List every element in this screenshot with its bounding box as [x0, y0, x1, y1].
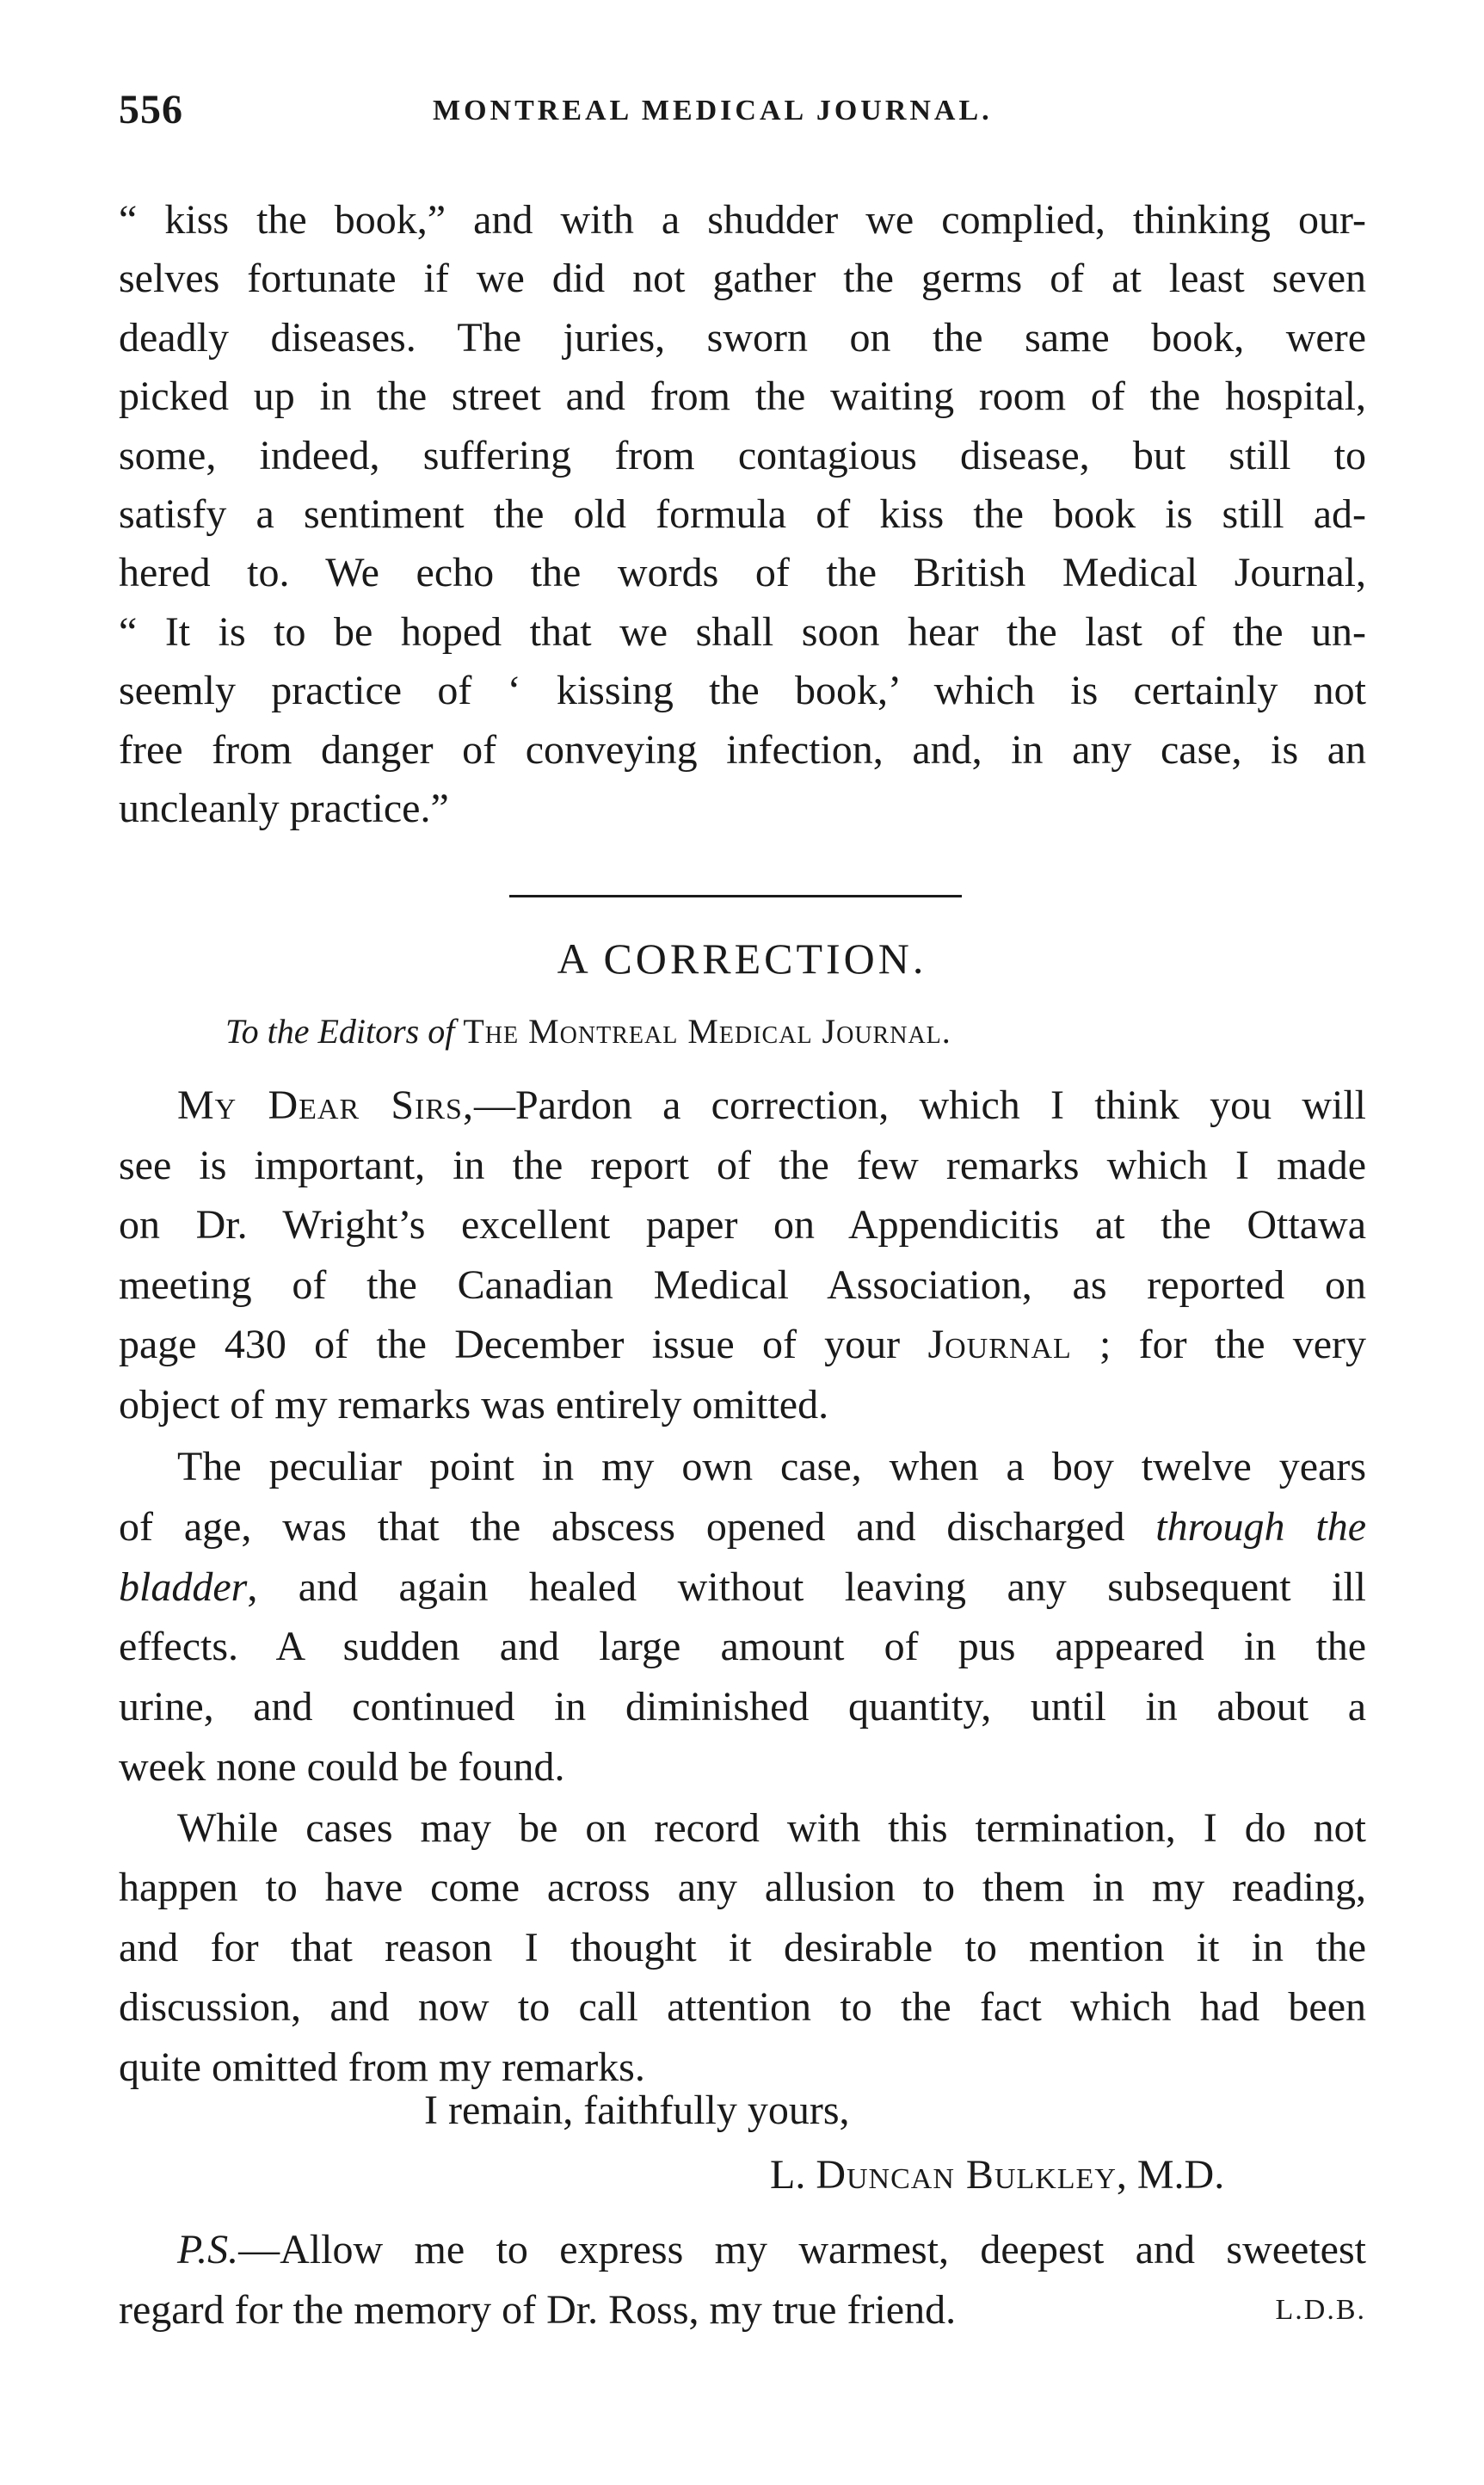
signature — [770, 2151, 1224, 2198]
letter-paragraph-3 — [119, 1798, 1366, 2097]
signature-degree: , M.D. — [1116, 2152, 1225, 2198]
text-line — [119, 1076, 1366, 1136]
salutation-journal: The Montreal Medical Journal. — [463, 1012, 951, 1051]
letter-opening: My Dear Sirs, — [177, 1082, 474, 1128]
postscript-label: P.S. — [177, 2227, 239, 2272]
text-line — [119, 2280, 1366, 2340]
text-fragment: regard for the memory of Dr. Ross, my true friend. — [119, 2286, 957, 2333]
postscript-initials: L.D.B. — [1275, 2293, 1366, 2326]
text-line: some, indeed, suffering from contagious disease, but still to — [119, 432, 1366, 478]
text-line: meeting of the Canadian Medical Association, as reported on — [119, 1261, 1366, 1308]
continuation-paragraph — [119, 191, 1366, 838]
text-line: object of my remarks was entirely omitted. — [119, 1381, 829, 1427]
text-line: hered to. We echo the words of the British Medical Journal, — [119, 550, 1366, 596]
section-heading: A CORRECTION. — [557, 934, 927, 983]
text-line: quite omitted from my remarks. — [119, 2044, 645, 2090]
text-line: see is important, in the report of the few remarks which I made — [119, 1142, 1366, 1188]
text-line: discussion, and now to call attention to the fact which had been — [119, 1984, 1366, 2031]
salutation-line — [225, 1011, 951, 1051]
text-line: uncleanly practice.” — [119, 785, 449, 831]
text-fragment: —Allow me to express my warmest, deepest and sweetest — [238, 2227, 1366, 2272]
text-line: week none could be found. — [119, 1743, 565, 1790]
text-line — [119, 1315, 1366, 1375]
text-line — [119, 2220, 1366, 2280]
running-head: MONTREAL MEDICAL JOURNAL. — [433, 95, 993, 126]
page-header — [119, 86, 1366, 138]
italic-fragment: through the — [1155, 1503, 1367, 1550]
text-line: urine, and continued in diminished quantity, until in about a — [119, 1684, 1366, 1730]
text-fragment: —Pardon a correction, which I think you will — [473, 1082, 1366, 1128]
letter-paragraph-1 — [119, 1076, 1366, 1435]
text-line — [119, 1557, 1366, 1618]
text-fragment: page 430 of the December issue of your — [119, 1322, 901, 1368]
signature-initial: L. — [770, 2152, 806, 2198]
text-fragment: ; for the very — [1099, 1322, 1367, 1368]
journal-name: Journal — [927, 1322, 1072, 1368]
text-line: free from danger of conveying infection, and, in any case, is an — [119, 726, 1366, 773]
signature-name: Duncan Bulkley — [816, 2152, 1117, 2198]
text-line: effects. A sudden and large amount of pus appeared in the — [119, 1624, 1366, 1670]
text-line: and for that reason I thought it desirable to mention it in the — [119, 1924, 1366, 1970]
text-line: happen to have come across any allusion to them in my reading, — [119, 1865, 1366, 1911]
italic-fragment: bladder — [119, 1563, 248, 1610]
page-number: 556 — [119, 87, 183, 133]
text-fragment: , and again healed without leaving any subsequent ill — [247, 1563, 1366, 1610]
text-line: The peculiar point in my own case, when a boy twelve years — [177, 1444, 1366, 1489]
text-line: “ It is to be hoped that we shall soon hear the last of the un- — [119, 608, 1366, 655]
text-line: “ kiss the book,” and with a shudder we complied, thinking our- — [119, 197, 1366, 243]
text-line: selves fortunate if we did not gather the germs of at least seven — [119, 256, 1366, 302]
text-line: on Dr. Wright’s excellent paper on Appendicitis at the Ottawa — [119, 1202, 1366, 1249]
text-line: While cases may be on record with this termination, I do not — [177, 1805, 1366, 1851]
salutation-prefix: To the Editors of — [225, 1012, 455, 1051]
text-line: deadly diseases. The juries, sworn on the same book, were — [119, 314, 1366, 361]
text-line: picked up in the street and from the waiting room of the hospital, — [119, 373, 1366, 420]
section-divider — [509, 895, 962, 897]
text-line: seemly practice of ‘ kissing the book,’ which is certainly not — [119, 668, 1366, 714]
letter-paragraph-2 — [119, 1437, 1366, 1797]
postscript — [119, 2220, 1366, 2340]
text-line — [119, 1497, 1366, 1557]
closing-line: I remain, faithfully yours, — [424, 2087, 850, 2133]
text-line: satisfy a sentiment the old formula of kiss the book is still ad- — [119, 490, 1366, 537]
text-fragment: of age, was that the abscess opened and discharged — [119, 1503, 1125, 1550]
